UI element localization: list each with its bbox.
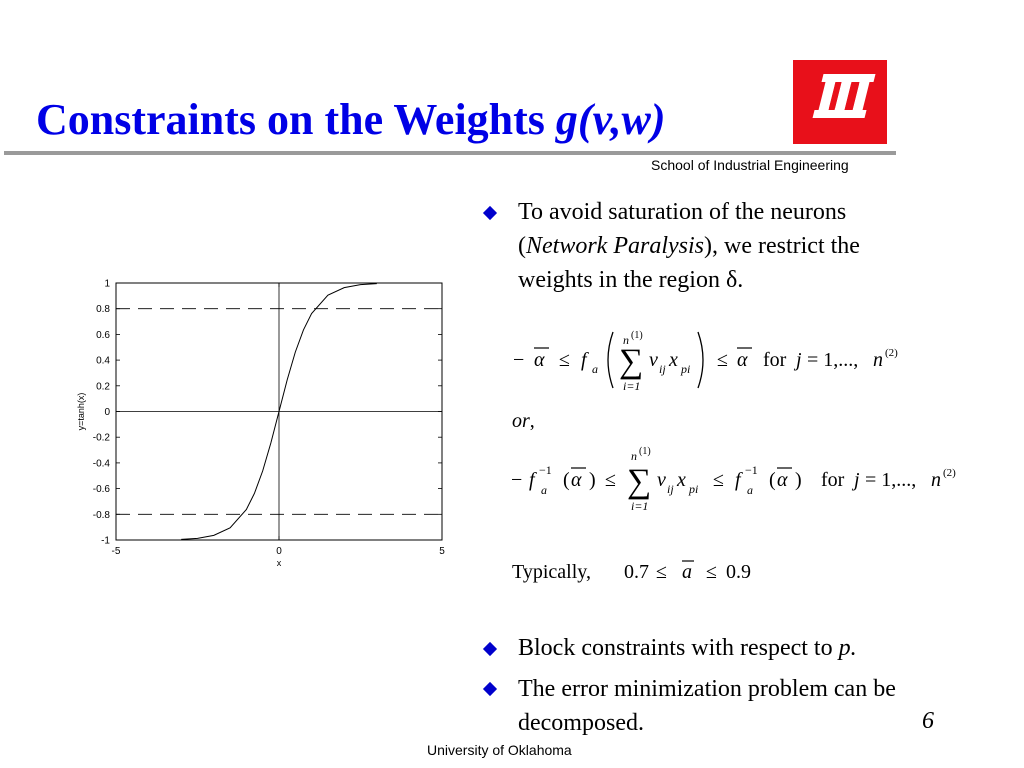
svg-text:ij: ij: [667, 482, 674, 496]
svg-text:−1: −1: [539, 463, 552, 477]
x-tick-label: 0: [276, 546, 282, 557]
y-tick-label: -0.6: [92, 484, 110, 496]
typical-range: [510, 552, 790, 588]
bullet-1-line2: (Network Paralysis), we restrict the: [518, 233, 860, 259]
svg-text:= 1,...,: = 1,...,: [865, 469, 917, 491]
footer-university: University of Oklahoma: [427, 742, 572, 758]
bullet-3-line2: decomposed.: [518, 710, 644, 736]
y-tick-label: 1: [104, 278, 110, 290]
y-tick-label: 0.8: [96, 304, 110, 316]
svg-text:n: n: [873, 349, 883, 371]
svg-text:n: n: [631, 449, 637, 463]
svg-text:f: f: [529, 469, 535, 491]
svg-text:≤: ≤: [605, 469, 616, 491]
constraint-equation-1: [505, 322, 925, 402]
svg-text:j: j: [854, 469, 860, 491]
bullet-diamond-icon: [483, 642, 497, 656]
page-number: 6: [922, 708, 934, 734]
svg-text:ij: ij: [659, 362, 666, 376]
svg-text:(: (: [769, 469, 776, 491]
svg-text:−: −: [511, 469, 523, 491]
svg-text:(1): (1): [639, 446, 651, 457]
svg-text:−: −: [513, 349, 525, 371]
svg-text:≤: ≤: [717, 349, 728, 371]
y-axis-label: y=tanh(x): [76, 392, 86, 431]
svg-text:≤: ≤: [656, 561, 667, 583]
bullet-3: [518, 672, 896, 740]
svg-text:v: v: [649, 349, 658, 371]
or-label: or,: [512, 410, 535, 432]
svg-text:(2): (2): [943, 467, 956, 479]
y-tick-label: -0.2: [92, 432, 110, 444]
svg-text:a: a: [747, 483, 753, 497]
x-axis-label: x: [276, 558, 282, 568]
bullet-diamond-icon: [483, 206, 497, 220]
svg-text:α: α: [571, 469, 582, 491]
y-tick-label: -1: [101, 535, 110, 547]
y-tick-label: 0.4: [96, 355, 110, 367]
title-divider: [4, 151, 896, 155]
svg-text:for: for: [821, 469, 845, 491]
svg-text:(1): (1): [631, 330, 643, 341]
svg-text:pi: pi: [689, 482, 699, 496]
bullet-2: Block constraints with respect to p.: [518, 635, 857, 661]
svg-text:f: f: [581, 349, 587, 371]
bullet-1-line1: To avoid saturation of the neurons: [518, 199, 847, 225]
bullet-1: [518, 195, 860, 297]
svg-text:≤: ≤: [559, 349, 570, 371]
svg-text:v: v: [657, 469, 666, 491]
svg-text:= 1,...,: = 1,...,: [807, 349, 859, 371]
svg-text:0.7: 0.7: [624, 561, 649, 583]
svg-text:(2): (2): [885, 347, 898, 359]
svg-text:≤: ≤: [706, 561, 717, 583]
svg-text:n: n: [623, 333, 629, 347]
title-italic: g(v,w): [555, 95, 666, 144]
svg-text:x: x: [677, 469, 686, 491]
y-tick-label: -0.8: [92, 509, 110, 521]
svg-text:α: α: [777, 469, 788, 491]
svg-text:∑: ∑: [619, 343, 644, 380]
ou-logo-icon: [793, 60, 887, 144]
svg-text:a: a: [592, 362, 598, 376]
y-tick-label: 0.6: [96, 329, 110, 341]
svg-text:α: α: [534, 349, 545, 371]
tanh-chart: [70, 272, 460, 582]
svg-text:): ): [589, 469, 596, 491]
svg-text:pi: pi: [681, 362, 691, 376]
bullet-diamond-icon: [483, 682, 497, 696]
y-tick-label: -0.4: [92, 458, 110, 470]
svg-text:): ): [795, 469, 802, 491]
svg-text:−1: −1: [745, 463, 758, 477]
svg-text:x: x: [669, 349, 678, 371]
svg-text:∑: ∑: [627, 463, 652, 500]
svg-text:α: α: [737, 349, 748, 371]
svg-text:j: j: [796, 349, 802, 371]
svg-text:for: for: [763, 349, 787, 371]
svg-text:a: a: [541, 483, 547, 497]
x-tick-label: 5: [439, 546, 445, 557]
bullet-3-line1: The error minimization problem can be: [518, 676, 896, 702]
constraint-equation-2: [505, 440, 975, 520]
page-title: [36, 94, 665, 145]
svg-text:≤: ≤: [713, 469, 724, 491]
bullet-1-line3: weights in the region δ.: [518, 267, 744, 293]
svg-text:i=1: i=1: [631, 499, 649, 513]
y-tick-label: 0.2: [96, 381, 110, 393]
svg-text:n: n: [931, 469, 941, 491]
svg-text:a: a: [682, 561, 692, 583]
svg-text:Typically,: Typically,: [512, 561, 591, 583]
svg-text:f: f: [735, 469, 741, 491]
school-name: School of Industrial Engineering: [651, 157, 849, 173]
svg-text:0.9: 0.9: [726, 561, 751, 583]
y-tick-label: 0: [104, 407, 110, 418]
svg-text:i=1: i=1: [623, 379, 641, 393]
x-tick-label: -5: [111, 546, 121, 557]
svg-text:(: (: [563, 469, 570, 491]
title-main: Constraints on the Weights: [36, 95, 556, 144]
